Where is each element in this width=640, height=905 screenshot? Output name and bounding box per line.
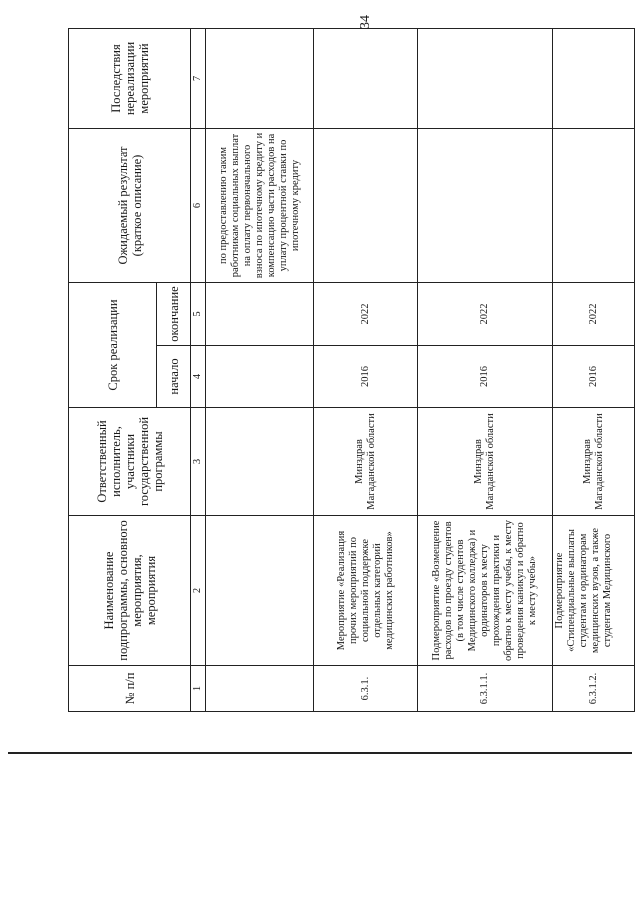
cell-num: 6.3.1.2. bbox=[553, 666, 635, 712]
cell-executor bbox=[206, 408, 314, 516]
cell-start: 2016 bbox=[314, 346, 418, 408]
cell-name: Подмероприятие «Стипендиальные выплаты студентам и ординаторам медицинских вузов, а также студентам Медицинского bbox=[553, 516, 635, 666]
header-executor: Ответственный исполнитель, участники государственной программы bbox=[69, 408, 191, 516]
table-row bbox=[553, 28, 635, 711]
header-row bbox=[69, 28, 157, 711]
cell-num: 6.3.1. bbox=[314, 666, 418, 712]
column-number: 2 bbox=[191, 516, 206, 666]
header-term: Срок реализации bbox=[69, 282, 157, 407]
cell-end: 2022 bbox=[314, 282, 418, 345]
column-number: 5 bbox=[191, 282, 206, 345]
cell-start: 2016 bbox=[418, 346, 553, 408]
column-number: 4 bbox=[191, 346, 206, 408]
cell-num: 6.3.1.1. bbox=[418, 666, 553, 712]
cell-result bbox=[314, 128, 418, 282]
header-result: Ожидаемый результат (краткое описание) bbox=[69, 128, 191, 282]
header-name: Наименование подпрограммы, основного мероприятия, мероприятия bbox=[69, 516, 191, 666]
column-number: 1 bbox=[191, 666, 206, 712]
table-row bbox=[314, 28, 418, 711]
column-number: 6 bbox=[191, 128, 206, 282]
cell-num bbox=[206, 666, 314, 712]
header-num: № п/п bbox=[69, 666, 191, 712]
cell-effects bbox=[418, 28, 553, 128]
cell-result: по предоставлению таким работникам социальных выплат на оплату первоначального взноса по ипотечному кредиту и компенсацию части расходов на уплату процентной ставки по ипотечному кредиту bbox=[206, 128, 314, 282]
cell-name bbox=[206, 516, 314, 666]
cell-start: 2016 bbox=[553, 346, 635, 408]
column-number: 3 bbox=[191, 408, 206, 516]
cell-effects bbox=[553, 28, 635, 128]
header-effects: Последствия нереализации мероприятий bbox=[69, 28, 191, 128]
cell-executor: Минздрав Магаданской области bbox=[314, 408, 418, 516]
cell-name: Мероприятие «Реализация прочих мероприятий по социальной поддержке отдельных категорий медицинских работников» bbox=[314, 516, 418, 666]
program-measures-table bbox=[68, 28, 635, 712]
column-number-row bbox=[191, 28, 206, 711]
page-number: 34 bbox=[358, 15, 373, 29]
cell-start bbox=[206, 346, 314, 408]
cell-result bbox=[418, 128, 553, 282]
cell-name: Подмероприятие «Возмещение расходов по проезду студентов (в том числе студентов Медицинского колледжа) и ординаторов к месту прохождения практики и обратно к месту учебы, к месту проведения каникул и обратно к месту учебы» bbox=[418, 516, 553, 666]
continuation-row bbox=[206, 28, 314, 711]
cell-end bbox=[206, 282, 314, 345]
horizontal-rule bbox=[8, 752, 632, 754]
rotated-page-content bbox=[68, 15, 633, 712]
cell-executor: Минздрав Магаданской области bbox=[553, 408, 635, 516]
cell-executor: Минздрав Магаданской области bbox=[418, 408, 553, 516]
header-start: начало bbox=[157, 346, 191, 408]
header-end: окончание bbox=[157, 282, 191, 345]
cell-effects bbox=[206, 28, 314, 128]
table-row bbox=[418, 28, 553, 711]
column-number: 7 bbox=[191, 28, 206, 128]
cell-effects bbox=[314, 28, 418, 128]
cell-end: 2022 bbox=[418, 282, 553, 345]
cell-result bbox=[553, 128, 635, 282]
cell-end: 2022 bbox=[553, 282, 635, 345]
